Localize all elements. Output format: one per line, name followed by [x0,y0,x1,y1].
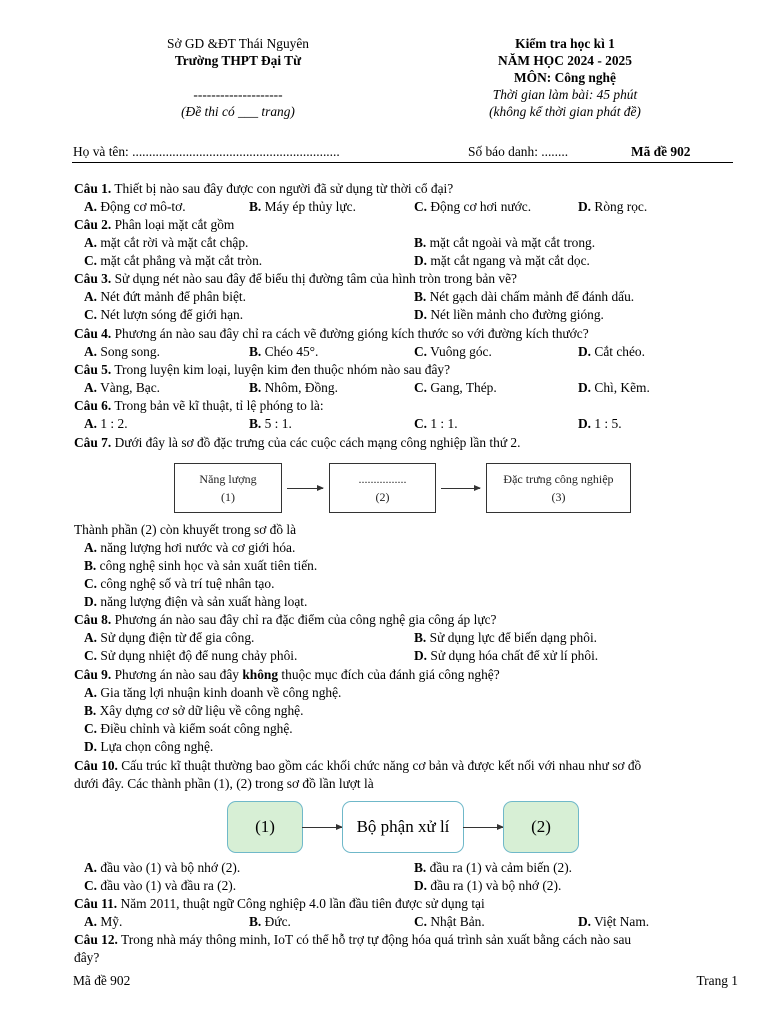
question-text: Năm 2011, thuật ngữ Công nghiệp 4.0 lần đầu tiên được sử dụng tại [117,896,485,911]
option-d: D. Chì, Kẽm. [578,380,650,395]
time-note: (không kể thời gian phát đề) [489,104,641,119]
option-b: B. Đức. [249,914,291,929]
diagram-box-missing: ................ (2) [329,463,436,513]
question-text: Thiết bị nào sau đây được con người đã sử dụng từ thời cổ đại? [111,181,454,196]
option-a: A. Sử dụng điện từ để gia công. [84,630,255,645]
question-text: Phân loại mặt cắt gồm [111,217,235,232]
question-3-options-row1 [84,288,734,306]
option-d: D. đầu ra (1) và bộ nhớ (2). [414,878,562,893]
option-c: C. mặt cắt phẳng và mặt cắt tròn. [84,253,263,268]
subject: MÔN: Công nghệ [514,70,616,85]
question-7-option-c: C. công nghệ số và trí tuệ nhân tạo. [84,576,275,591]
diagram-box-input: (1) [227,801,303,853]
question-8-options-row2 [84,647,734,665]
question-number: Câu 2. [74,217,112,232]
question-text: Trong luyện kim loại, luyện kim đen thuộc nhóm nào sau đây? [111,362,451,377]
option-c: C. Vuông góc. [414,344,492,359]
option-c: C. Động cơ hơi nước. [414,199,532,214]
option-b: B. đầu ra (1) và cảm biến (2). [414,860,573,875]
question-8 [74,611,734,629]
option-d: D. Cắt chéo. [578,344,645,359]
question-2 [74,216,734,234]
option-b: B. Chéo 45°. [249,344,319,359]
question-number: Câu 1. [74,181,112,196]
option-d: D. Nét liền mảnh cho đường gióng. [414,307,604,322]
question-number: Câu 12. [74,932,118,947]
option-d: D. mặt cắt ngang và mặt cắt dọc. [414,253,590,268]
question-text: Trong bản vẽ kĩ thuật, tỉ lệ phóng to là: [111,398,324,413]
question-number: Câu 10. [74,758,118,773]
question-5-options [84,379,734,397]
question-text: Sử dụng nét nào sau đây để biểu thị đường tâm của hình tròn trong bản vẽ? [111,271,517,286]
question-4-options [84,343,734,361]
option-a: A. Nét đứt mảnh để phân biệt. [84,289,246,304]
option-d: D. Việt Nam. [578,914,650,929]
diagram-box-energy: Năng lượng (1) [174,463,282,513]
question-12 [74,931,734,949]
question-8-options-row1 [84,629,734,647]
question-9-option-b: B. Xây dựng cơ sở dữ liệu về công nghệ. [84,703,304,718]
question-10 [74,757,734,775]
option-b: B. Nhôm, Đồng. [249,380,338,395]
question-10-options-row1 [84,859,734,877]
question-1-options [84,198,734,216]
diagram-box-processor: Bộ phận xử lí [342,801,464,853]
question-1 [74,180,734,198]
question-7-option-a: A. năng lượng hơi nước và cơ giới hóa. [84,540,296,555]
question-2-options-row1 [84,234,734,252]
option-a: A. Mỹ. [84,914,123,929]
page-count-note: (Đề thi có ___ trang) [181,104,295,119]
question-number: Câu 9. [74,667,112,682]
option-c: C. Nhật Bản. [414,914,485,929]
question-7-prompt: Thành phần (2) còn khuyết trong sơ đồ là [74,522,297,537]
question-text: Phương án nào sau đây chỉ ra đặc điểm của công nghệ gia công áp lực? [111,612,497,627]
option-a: A. 1 : 2. [84,416,128,431]
question-11-options [84,913,734,931]
option-b: B. Sử dụng lực để biến dạng phôi. [414,630,598,645]
option-c: C. Nét lượn sóng để giới hạn. [84,307,244,322]
question-number: Câu 8. [74,612,112,627]
department-name: Sở GD &ĐT Thái Nguyên [167,36,309,51]
divider-dashes: -------------------- [193,87,283,102]
question-7-option-b: B. công nghệ sinh học và sản xuất tiên tiến. [84,558,318,573]
question-number: Câu 4. [74,326,112,341]
question-7-option-d: D. năng lượng điện và sản xuất hàng loạt. [84,594,308,609]
option-b: B. Nét gạch dài chấm mảnh để đánh dấu. [414,289,635,304]
option-a: A. Song song. [84,344,160,359]
question-number: Câu 6. [74,398,112,413]
option-b: B. Máy ép thủy lực. [249,199,356,214]
question-text: Trong nhà máy thông minh, IoT có thể hỗ trợ tự động hóa quá trình sản xuất bằng cách nào sau [117,932,632,947]
option-d: D. 1 : 5. [578,416,622,431]
question-5 [74,361,734,379]
arrow-icon [441,488,480,489]
question-9-option-d: D. Lựa chọn công nghệ. [84,739,214,754]
question-3-options-row2 [84,306,734,324]
footer-exam-code: Mã đề 902 [73,973,131,988]
option-c: C. đầu vào (1) và đầu ra (2). [84,878,237,893]
option-c: C. 1 : 1. [414,416,458,431]
question-3 [74,270,734,288]
school-name: Trường THPT Đại Từ [174,53,302,68]
question-text: Cấu trúc kĩ thuật thường bao gồm các khối chức năng cơ bản và được kết nối với nhau như sơ đồ [117,758,642,773]
option-c: C. Gang, Thép. [414,380,497,395]
question-4 [74,325,734,343]
arrow-icon [463,827,503,828]
question-10-options-row2 [84,877,734,895]
question-7 [74,434,734,452]
question-9-option-a: A. Gia tăng lợi nhuận kinh doanh về công nghệ. [84,685,342,700]
question-9-option-c: C. Điều chỉnh và kiểm soát công nghệ. [84,721,293,736]
footer-page-number: Trang 1 [696,973,738,988]
header-rule [72,162,733,163]
question-number: Câu 5. [74,362,112,377]
question-number: Câu 3. [74,271,112,286]
option-c: C. Sử dụng nhiệt độ để nung chảy phôi. [84,648,298,663]
question-text: Dưới đây là sơ đồ đặc trưng của các cuộc cách mạng công nghiệp lần thứ 2. [111,435,521,450]
question-10-line2: dưới đây. Các thành phần (1), (2) trong sơ đồ lần lượt là [74,776,374,791]
exam-code: Mã đề 902 [631,144,691,159]
time-limit: Thời gian làm bài: 45 phút [492,87,638,102]
option-d: D. Ròng rọc. [578,199,648,214]
question-12-line2: đây? [74,950,100,965]
arrow-icon [302,827,342,828]
question-text: Phương án nào sau đây chỉ ra cách vẽ đường gióng kích thước so với đường kích thước? [111,326,589,341]
student-info-row [73,144,733,162]
header-left [128,35,348,120]
student-name-field: Họ và tên: .............................................................. [73,144,340,159]
question-number: Câu 11. [74,896,118,911]
diagram-box-output: (2) [503,801,579,853]
option-a: A. đầu vào (1) và bộ nhớ (2). [84,860,241,875]
question-9: Câu 9. Phương án nào sau đây không thuộc mục đích của đánh giá công nghệ? [74,667,500,682]
candidate-number-field: Số báo danh: ........ [468,144,569,159]
arrow-icon [287,488,323,489]
question-6 [74,397,734,415]
option-d: D. Sử dụng hóa chất để xử lí phôi. [414,648,599,663]
option-a: A. Động cơ mô-tơ. [84,199,186,214]
option-a: A. mặt cắt rời và mặt cắt chập. [84,235,249,250]
option-b: B. mặt cắt ngoài và mặt cắt trong. [414,235,596,250]
exam-title: Kiểm tra học kì 1 [515,36,615,51]
header-right [450,35,680,120]
diagram-box-industrial-feature: Đặc trưng công nghiệp (3) [486,463,631,513]
option-b: B. 5 : 1. [249,416,292,431]
question-11 [74,895,734,913]
option-a: A. Vàng, Bạc. [84,380,161,395]
question-2-options-row2 [84,252,734,270]
question-6-options [84,415,734,433]
question-number: Câu 7. [74,435,112,450]
school-year: NĂM HỌC 2024 - 2025 [498,53,632,68]
